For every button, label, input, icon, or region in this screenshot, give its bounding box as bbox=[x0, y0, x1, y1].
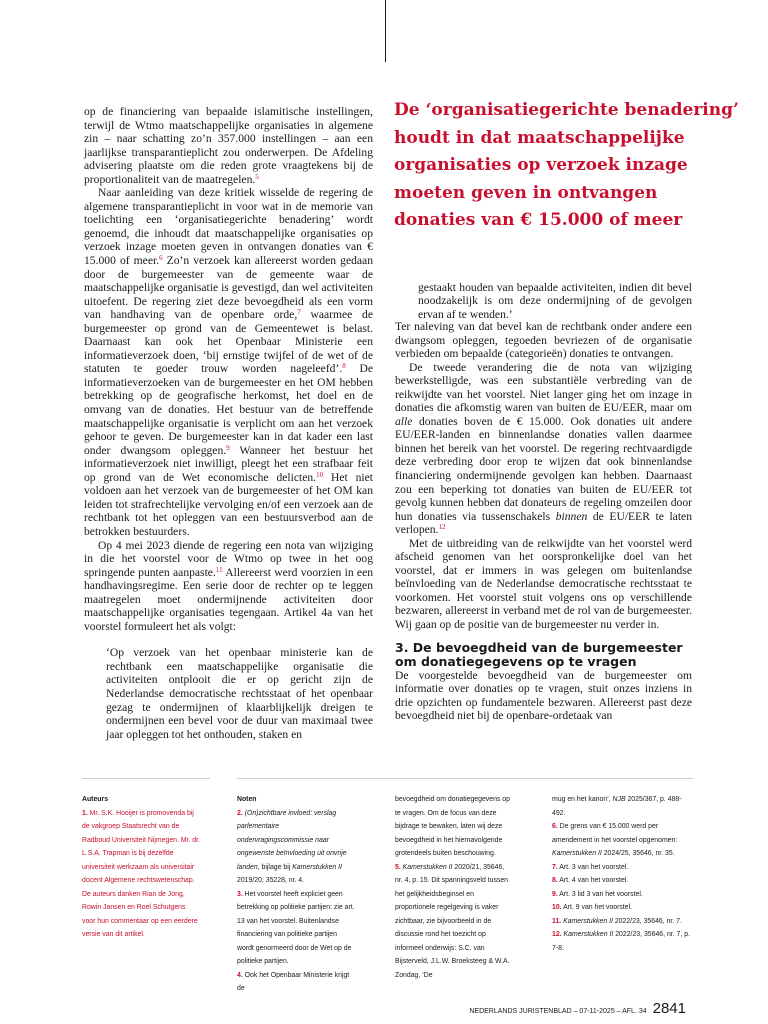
footnote: 6. De grens van € 15.000 werd per amendement in het voorstel opgenomen: Kamerstukken II 2024/25, 35646, nr. 35. bbox=[552, 823, 678, 857]
footnote: 5. Kamerstukken II 2020/21, 35646, nr. 4, p. 15. Dit spanningsveld tussen het gelijkheidsbeginsel en proportionele regelgeving is vaker zichtbaar, zie bijvoorbeeld in de discussie rond het toezicht op informeel onderwijs: S.C. van Bijsterveld, J.L.W. Broeksteeg & W.A. Zondag, ‘De bbox=[395, 863, 510, 979]
footnote: 3. Het voorstel heeft expliciet geen betrekking op politieke partijen: zie art. 13 van het voorstel. Buitenlandse financiering van politieke partijen wordt genormeerd door de Wet op de politieke partijen. bbox=[237, 890, 355, 965]
footnote: 8. Art. 4 van het voorstel. bbox=[552, 877, 629, 884]
footnote-rule bbox=[82, 778, 210, 779]
block-quote: ‘Op verzoek van het openbaar ministerie kan de rechtbank een maatschappelijke organisatie die activiteiten ontplooit die er op gericht zijn de Nederlandse democratische rechtsstaat of het openbaar gezag te ondermijnen of klaarblijkelijk dreigen te ondermijnen een bevel voor de duur van maximaal twee jaar opleggen tot het onthouden, staken en bbox=[106, 646, 373, 741]
notes-column-3 bbox=[552, 793, 692, 955]
footnote: 2. (On)zichtbare invloed: verslag parlementaire ondervragingscommissie naar ongewenste beïnvloeding uit onvrije landen, bijlage bij Kamerstukken II 2019/20, 35228, nr. 4. bbox=[237, 809, 347, 884]
paragraph: Naar aanleiding van deze kritiek wisselde de regering de algemene transparantieplicht in voor wat in de memorie van toelichting een ‘organisatiegerichte benadering’ wordt genoemd, die inhoudt dat maatschappelijke organisaties op verzoek inzage moeten geven in ontvangen donaties van € 15.000 of meer.$^6$ Zo’n verzoek kan allereerst worden gedaan door de burgemeester van de gemeente waar de maatschappelijke organisatie is gevestigd, dan wel activiteiten uitoefent. De regering ziet deze bevoegdheid als een vorm van handhaving van de openbare orde,$^7$ waarmee de burgemeester op grond van de Gemeentewet is belast. Daarnaast kan ook het Openbaar Ministerie een informatieverzoek doen, ‘bij ernstige twijfel of de wet of de statuten te goeder trouw worden nageleefd’.$^8$ De informatieverzoeken van de burgemeester en het OM hebben betrekking op de geografische herkomst, het doel en de omvang van de donaties. Het bestuur van de betreffende maatschappelijke organisatie is verplicht om aan het verzoek gehoor te geven. De burgemeester kan in dat kader een last onder dwangsom opleggen.$^9$ Wanneer het bestuur het informatieverzoek niet inwilligt, pleegt het een strafbaar feit op grond van de Wet economische delicten.$^{10}$ Het niet voldoen aan het verzoek van de burgemeester of het OM kan leiden tot strafrechtelijke vervolging en/of een verzoek aan de rechtbank tot het opleggen van een bestuursverbod aan de betrokken bestuurders. bbox=[84, 186, 374, 538]
footnote: bevoegdheid om donatiegegevens op te vragen. Om de focus van deze bijdrage te bewaken, laten wij deze bevoegdheid in het hiernavolgende grotendeels buiten beschouwing. bbox=[395, 796, 510, 857]
page-number: 2841 bbox=[652, 1000, 686, 1017]
footnote: 10. Art. 9 van het voorstel. bbox=[552, 904, 633, 911]
authors-notes bbox=[82, 793, 200, 942]
footnote: 9. Art. 3 lid 3 van het voorstel. bbox=[552, 890, 643, 898]
authors-heading: Auteurs bbox=[82, 796, 109, 803]
notes-column-1 bbox=[237, 793, 355, 996]
notes-heading: Noten bbox=[237, 796, 257, 803]
section-heading: 3. De bevoegdheid van de burgemeester om donatiegegevens op te vragen bbox=[395, 639, 683, 669]
paragraph: op de financiering van bepaalde islamitische instellingen, terwijl de Wtmo maatschappelijke organisaties in algemene zin – naar schatting zo’n 357.000 instellingen – aan een jaarlijkse transparantieplicht zou onderwerpen. De Afdeling advisering plaatste om die reden grote vraagtekens bij de proportionaliteit van de maatregelen.$^5$ bbox=[84, 105, 373, 186]
notes-column-2 bbox=[395, 793, 513, 982]
paragraph: Met de uitbreiding van de reikwijdte van het voorstel werd afscheid genomen van het oorspronkelijke doel van het voorstel, dat er immers in was gelegen om buitenlandse beïnvloeding van de Nederlandse democratische rechtsstaat te voorkomen. Het voorstel stuit volgens ons op verschillende bezwaren, allereerst in verband met de rol van de burgemeester. Wij gaan op de positie van de burgemeester nu verder in. bbox=[395, 536, 692, 632]
footnote: 11. Kamerstukken II 2022/23, 35646, nr. 7. bbox=[552, 917, 682, 925]
paragraph: Op 4 mei 2023 diende de regering een nota van wijziging in die het voorstel voor de Wtmo op twee in het oog springende punten aanpaste.$^{11}$ Allereerst werd voorzien in een handhavingsregime. Een serie door de rechter op te leggen maatregelen moet ondermijnende activiteiten door maatschappelijke organisaties tegengaan. Artikel 4a van het voorstel formuleert het als volgt: bbox=[84, 538, 374, 633]
paragraph: De tweede verandering die de nota van wijziging bewerkstelligde, was een substantiële verbreding van de reikwijdte van het voorstel. Niet langer ging het om inzage in donaties die afkomstig waren van buiten de EU/EER, maar om alle donaties boven de € 15.000. Ook donaties uit andere EU/EER-landen en binnenlandse donaties vallen daarmee binnen het bereik van het voorstel. De regering rechtvaardigde deze verbreding door erop te wijzen dat ook binnenlandse financiering ondermijnende gevolgen kan hebben. Daarnaast zou een beperking tot donaties van buiten de EU/EER tot gevolg kunnen hebben dat donateurs de regeling omzeilen door hun donaties via tussenschakels binnen de EU/EER te laten verlopen.$^{12}$ bbox=[395, 360, 692, 537]
block-quote-end: gestaakt houden van bepaalde activiteiten, indien dit bevel noodzakelijk is om deze ondermijning of de gevolgen ervan af te wenden.’ bbox=[418, 280, 692, 321]
paragraph: Ter naleving van dat bevel kan de rechtbank onder andere een dwangsom opleggen, tegoeden bevriezen of de organisatie verbieden om bepaalde (categorieën) donaties te ontvangen. bbox=[395, 320, 692, 361]
author-note: 1. Mr. S.K. Hooijer is promovenda bij de vakgroep Staatsrecht van de Radboud Universiteit Nijmegen. Mr. dr. L.S.A. Trapman is bij dezelfde universiteit werkzaam als universitair docent Algemene rechtswetenschap. De auteurs danken Rian de Jong, Rowin Jansen en Roel Schutgens voor hun commentaar op een eerdere versie van dit artikel. bbox=[82, 809, 200, 938]
journal-info: NEDERLANDS JURISTENBLAD – 07-11-2025 – AFL. 34 bbox=[469, 1008, 647, 1015]
footnote: 12. Kamerstukken II 2022/23, 35646, nr. 7, p. 7-8. bbox=[552, 931, 690, 952]
footnote-rule bbox=[237, 778, 693, 779]
footnote: 7. Art. 3 van het voorstel. bbox=[552, 863, 629, 871]
left-column bbox=[84, 105, 373, 741]
pull-quote: De ‘organisatiegerichte benadering’ houdt in dat maatschappelijke organisaties op verzoek inzage moeten geven in ontvangen donaties van € 15.000 of meer bbox=[394, 100, 739, 230]
right-column bbox=[395, 320, 692, 723]
footnote: 4. Ook het Openbaar Ministerie krijgt de bbox=[237, 971, 350, 992]
footnote: mug en het kanon’, NJB 2025/367, p. 488-492. bbox=[552, 796, 682, 817]
page-footer bbox=[469, 1000, 686, 1017]
paragraph: De voorgestelde bevoegdheid van de burgemeester om informatie over donaties op te vragen, stuit onzes inziens in drie opzichten op fundamentele bezwaren. Allereerst past deze bevoegdheid niet bij de openbare-ordetaak van bbox=[395, 668, 692, 723]
column-divider bbox=[385, 0, 386, 62]
